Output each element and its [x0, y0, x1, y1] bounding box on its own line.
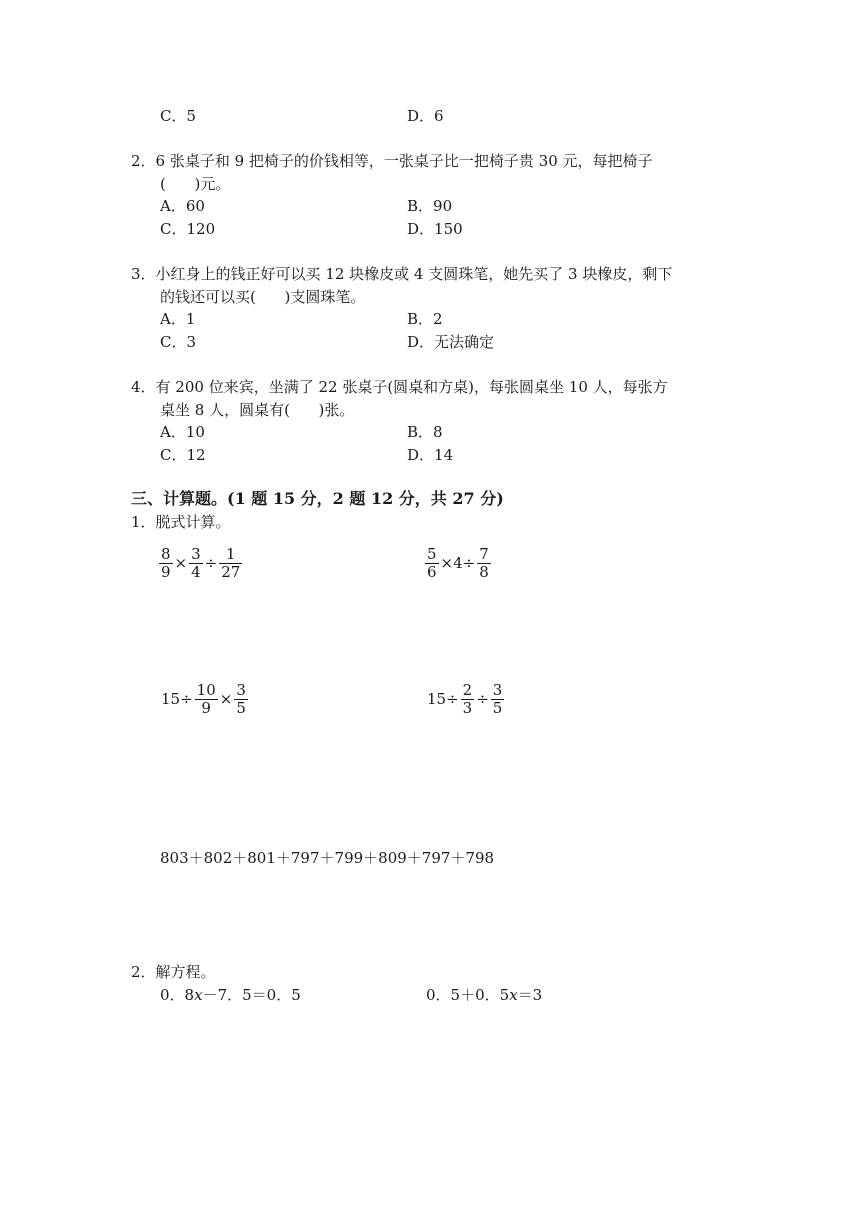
question-4-option-c: C．12 — [160, 446, 206, 464]
operator: 15÷ — [427, 690, 459, 708]
fraction: $\frac{5}{6}$ — [427, 545, 437, 581]
fraction: $\frac{3}{5}$ — [492, 681, 503, 717]
equation-2: 0．5＋0．5x＝3 — [426, 986, 543, 1004]
fraction: $\frac{3}{5}$ — [236, 681, 246, 717]
question-3-option-d: D．无法确定 — [407, 333, 495, 351]
operator: ÷ — [476, 690, 489, 708]
fraction: $\frac{10}{9}$ — [196, 681, 216, 717]
operator: 15÷ — [161, 690, 193, 708]
option-c: C．5 — [160, 107, 197, 125]
question-3-option-b: B．2 — [407, 310, 443, 328]
fraction: $\frac{3}{4}$ — [191, 545, 201, 581]
fraction: $\frac{8}{9}$ — [161, 545, 171, 581]
fraction: $\frac{1}{27}$ — [221, 545, 241, 581]
question-3-option-a: A．1 — [160, 310, 196, 328]
equation-1: 0．8x－7．5＝0．5 — [160, 986, 301, 1004]
expression-4 — [426, 682, 505, 717]
question-4-line-1: 4．有 200 位来宾，坐满了 22 张桌子(圆桌和方桌)，每张圆桌坐 10 人，每张方 — [131, 378, 668, 396]
expression-1 — [158, 546, 243, 581]
option-d: D．6 — [407, 107, 444, 125]
expression-2 — [424, 546, 492, 581]
question-2-option-a: A．60 — [160, 197, 205, 215]
fraction: $\frac{2}{3}$ — [462, 681, 473, 717]
operator: ÷ — [204, 554, 218, 572]
fraction: $\frac{7}{8}$ — [479, 545, 489, 581]
question-4-option-d: D．14 — [407, 446, 454, 464]
operator: × — [174, 554, 188, 572]
question-3-line-1: 3．小红身上的钱正好可以买 12 块橡皮或 4 支圆珠笔，她先买了 3 块橡皮，剩下 — [131, 265, 673, 283]
operator: × — [219, 690, 233, 708]
calc-question-2-label: 2．解方程。 — [131, 963, 216, 981]
question-2-option-c: C．120 — [160, 220, 216, 238]
calc-question-1-label: 1．脱式计算。 — [131, 513, 231, 531]
section-heading: 三、计算题。(1 题 15 分，2 题 12 分，共 27 分) — [131, 489, 504, 508]
question-2-line-2: ( )元。 — [160, 175, 231, 193]
expression-3 — [160, 682, 249, 717]
question-3-option-c: C．3 — [160, 333, 197, 351]
question-2-option-b: B．90 — [407, 197, 453, 215]
question-2-option-d: D．150 — [407, 220, 463, 238]
question-3-line-2: 的钱还可以买( )支圆珠笔。 — [160, 288, 366, 306]
question-4-option-a: A．10 — [160, 423, 205, 441]
operator: ×4÷ — [440, 554, 476, 572]
question-4-line-2: 桌坐 8 人，圆桌有( )张。 — [160, 401, 355, 419]
question-4-option-b: B．8 — [407, 423, 443, 441]
expression-5: 803＋802＋801＋797＋799＋809＋797＋798 — [160, 849, 495, 867]
question-2-line-1: 2．6 张桌子和 9 把椅子的价钱相等，一张桌子比一把椅子贵 30 元，每把椅子 — [131, 152, 653, 170]
